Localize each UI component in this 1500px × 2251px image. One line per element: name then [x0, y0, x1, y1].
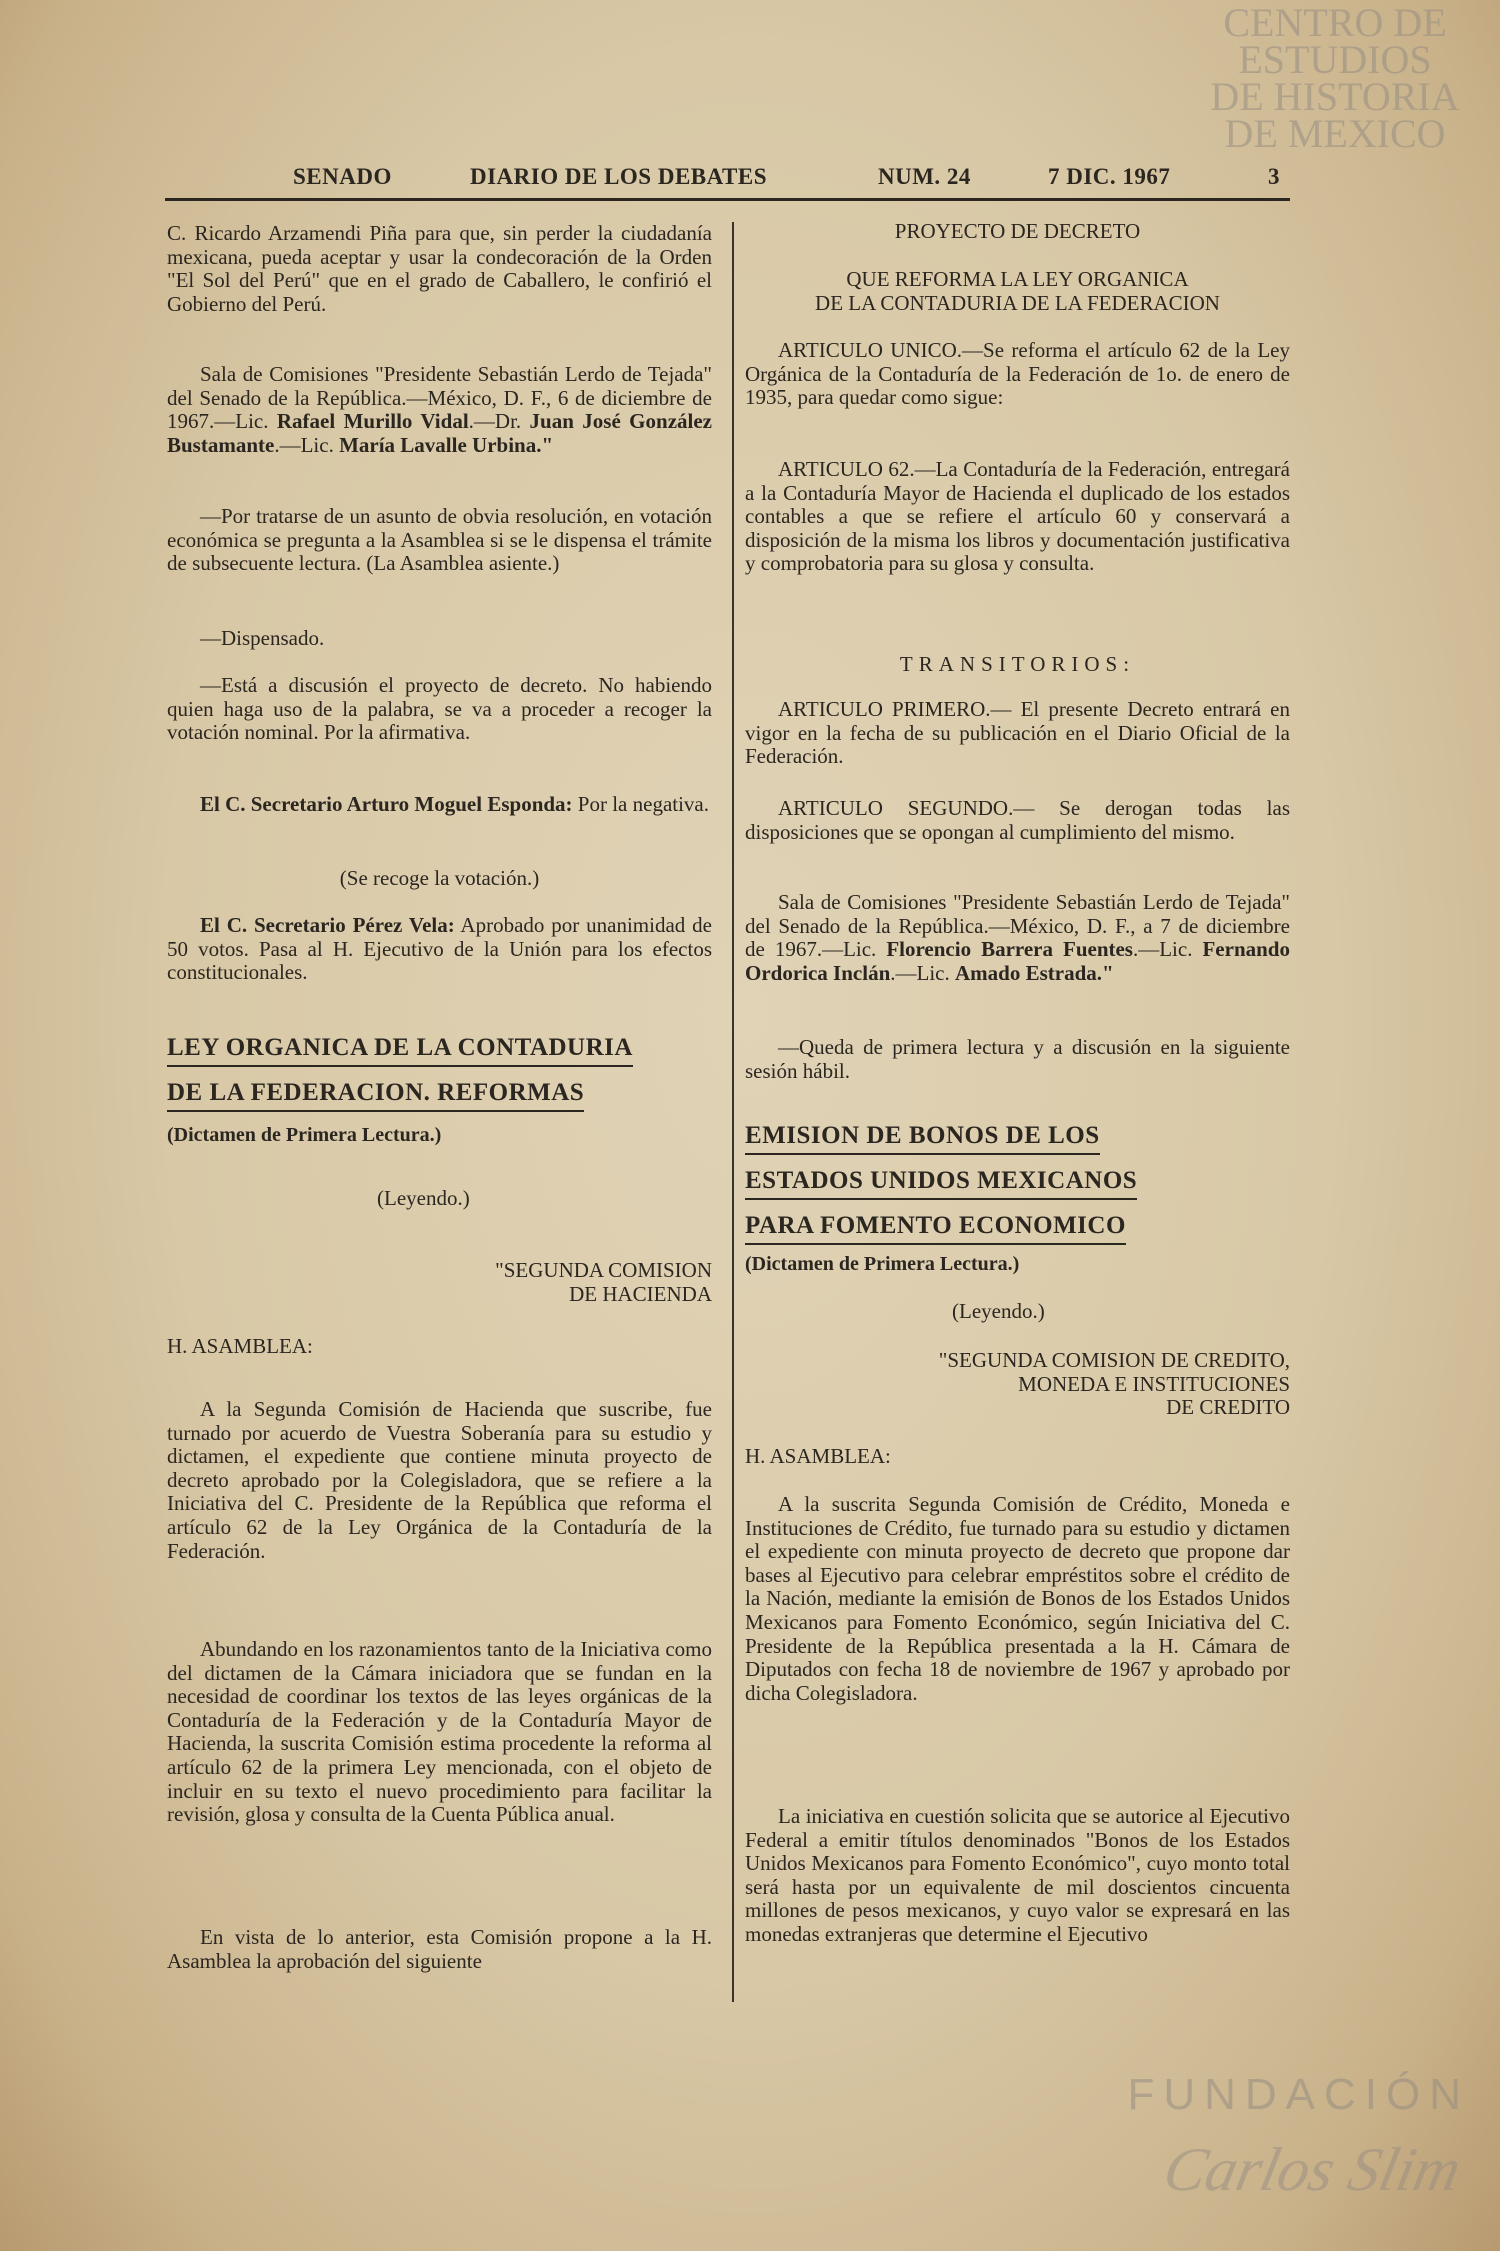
decree-subtitle-line: QUE REFORMA LA LEY ORGANICA: [846, 267, 1189, 291]
watermark-fundacion: FUNDACIÓN: [1127, 2070, 1470, 2119]
watermark-signature: Carlos Slim: [1158, 2136, 1468, 2204]
article-paragraph: ARTICULO 62.—La Contaduría de la Federación, entregará a la Contaduría Mayor de Hacienda el duplicado de los estados contables a que se refiere el artículo 60 y conservará a disposición de la misma los libros y documentación justificativa y comprobatoria para su glosa y consulta.: [745, 457, 1290, 576]
watermark-line: DE HISTORIA: [1210, 74, 1460, 119]
signer-name: Florencio Barrera Fuentes: [886, 937, 1133, 962]
text: Aprobado por unanimidad de 50 votos. Pasa al H. Ejecutivo de la Unión para los efectos constitucionales.: [167, 913, 712, 985]
section-heading: [167, 1034, 712, 1112]
text: Sala de Comisiones "Presidente Sebastián Lerdo de Tejada" del Senado de la República.—México, D. F., 6 de diciembre de 1967.—Lic.: [167, 362, 712, 434]
header-chamber: SENADO: [293, 164, 392, 189]
signer-name: Rafael Murillo Vidal: [276, 409, 469, 434]
section-heading-line: ESTADOS UNIDOS MEXICANOS: [745, 1167, 1137, 1200]
commission-line: DE CREDITO: [1166, 1395, 1290, 1420]
text: .—Lic.: [1132, 937, 1203, 962]
speaker-name: El C. Secretario Pérez Vela:: [200, 913, 455, 937]
section-heading-line: EMISION DE BONOS DE LOS: [745, 1122, 1100, 1155]
text: .—Lic.: [890, 960, 955, 985]
dictamen-label: (Dictamen de Primera Lectura.): [745, 1253, 1020, 1275]
paragraph: —Está a discusión el proyecto de decreto. No habiendo quien haga uso de la palabra, se va a proceder a recoger la votación nominal. Por la afirmativa.: [167, 673, 712, 745]
article-paragraph: ARTICULO SEGUNDO.— Se derogan todas las disposiciones que se opongan al cumplimiento del mismo.: [745, 796, 1290, 844]
speaker-paragraph: [167, 914, 712, 985]
header-publication: DIARIO DE LOS DEBATES: [470, 164, 768, 189]
paragraph: C. Ricardo Arzamendi Piña para que, sin perder la ciudadanía mexicana, pueda aceptar y usar la condecoración de la Orden "El Sol del Perú" que en el grado de Caballero, le confirió el Gobierno del Perú.: [167, 221, 712, 316]
salutation: H. ASAMBLEA:: [167, 1334, 313, 1358]
decree-subtitle: [745, 268, 1290, 315]
header-number: NUM. 24: [878, 164, 971, 189]
decree-subtitle-line: DE LA CONTADURIA DE LA FEDERACION: [815, 290, 1220, 315]
reading-note: (Leyendo.): [377, 1186, 470, 1210]
paragraph: La iniciativa en cuestión solicita que se autorice al Ejecutivo Federal a emitir títulos denominados "Bonos de los Estados Unidos Mexicanos para Fomento Económico", cuyo monto total será hasta por un equivalente de mil doscientos cincuenta millones de pesos mexicanos, y cuyo valor se expresará en las monedas extranjeras que determine el Ejecutivo: [745, 1804, 1290, 1946]
header-date: 7 DIC. 1967: [1048, 164, 1171, 189]
text: .—Dr.: [468, 409, 530, 434]
section-heading-line: DE LA FEDERACION. REFORMAS: [167, 1079, 584, 1112]
commission-line: "SEGUNDA COMISION: [495, 1258, 712, 1282]
header-rule: [165, 198, 1290, 201]
text: Por la negativa.: [572, 792, 710, 816]
paragraph: A la suscrita Segunda Comisión de Crédito, Moneda e Instituciones de Crédito, fue turnado para su estudio y dictamen el expediente con minuta proyecto de decreto que propone dar bases al Ejecutivo para celebrar empréstitos sobre el crédito de la Nación, mediante la emisión de Bonos de los Estados Unidos Mexicanos para Fomento Económico, según Iniciativa del C. Presidente de la República presentada a la H. Cámara de Diputados con fecha 18 de noviembre de 1967 y aprobado por dicha Colegisladora.: [745, 1492, 1290, 1705]
signer-name: María Lavalle Urbina.": [339, 432, 554, 457]
reading-note: (Leyendo.): [952, 1299, 1045, 1323]
paragraph: Abundando en los razonamientos tanto de la Iniciativa como del dictamen de la Cámara iniciadora que se fundan en la necesidad de coordinar los textos de las leyes orgánicas de la Contaduría de la Federación y de la Contaduría Mayor de Hacienda, la suscrita Comisión estima procedente la reforma al artículo 62 de la primera Ley mencionada, con el objeto de incluir en su texto el nuevo procedimiento para facilitar la revisión, glosa y consulta de la Cuenta Pública anual.: [167, 1637, 712, 1827]
paragraph: —Queda de primera lectura y a discusión en la siguiente sesión hábil.: [745, 1035, 1290, 1083]
article-paragraph: ARTICULO UNICO.—Se reforma el artículo 62 de la Ley Orgánica de la Contaduría de la Federación de 1o. de enero de 1935, para quedar como sigue:: [745, 338, 1290, 410]
header-page-number: 3: [1268, 164, 1280, 189]
salutation: H. ASAMBLEA:: [745, 1444, 891, 1468]
column-divider: [732, 222, 734, 2002]
commission-line: MONEDA E INSTITUCIONES: [1018, 1371, 1290, 1396]
signer-name: Juan José González Bustamante: [167, 409, 712, 457]
speaker-name: El C. Secretario Arturo Moguel Esponda:: [200, 792, 573, 816]
text: Sala de Comisiones "Presidente Sebastián Lerdo de Tejada" del Senado de la República.—México, D. F., a 7 de diciembre de 1967.—Lic.: [745, 890, 1290, 962]
commission-line: "SEGUNDA COMISION DE CREDITO,: [938, 1348, 1290, 1372]
transitorios-heading: TRANSITORIOS:: [899, 652, 1136, 676]
speaker-paragraph: [167, 793, 712, 817]
section-heading-line: LEY ORGANICA DE LA CONTADURIA: [167, 1034, 633, 1067]
paragraph: A la Segunda Comisión de Hacienda que suscribe, fue turnado por acuerdo de Vuestra Soberanía para su estudio y dictamen, el expediente que contiene minuta proyecto de decreto aprobado por la Colegisladora, que se refiere a la Iniciativa del C. Presidente de la República que reforma el artículo 62 de la Ley Orgánica de la Contaduría de la Federación.: [167, 1397, 712, 1563]
dictamen-label: (Dictamen de Primera Lectura.): [167, 1124, 442, 1146]
decree-title: PROYECTO DE DECRETO: [894, 219, 1141, 243]
signature-paragraph: [167, 363, 712, 457]
section-heading: [745, 1122, 1290, 1245]
paragraph: —Por tratarse de un asunto de obvia resolución, en votación económica se pregunta a la Asamblea si se le dispensa el trámite de subsecuente lectura. (La Asamblea asiente.): [167, 504, 712, 576]
paragraph: En vista de lo anterior, esta Comisión propone a la H. Asamblea la aprobación del siguiente: [167, 1925, 712, 1973]
text: .—Lic.: [274, 432, 340, 457]
paragraph: —Dispensado.: [200, 626, 325, 650]
signer-name: Fernando Ordorica Inclán: [745, 937, 1290, 985]
watermark-line: DE MEXICO: [1224, 111, 1446, 156]
commission-name: [167, 1259, 712, 1306]
signature-paragraph: [745, 891, 1290, 985]
watermark-line: CENTRO DE: [1223, 0, 1447, 45]
watermark-centro-estudios: [1190, 0, 1480, 156]
paragraph: (Se recoge la votación.): [339, 866, 540, 890]
commission-name: [745, 1349, 1290, 1420]
watermark-line: ESTUDIOS: [1238, 37, 1432, 82]
article-paragraph: ARTICULO PRIMERO.— El presente Decreto entrará en vigor en la fecha de su publicación en el Diario Oficial de la Federación.: [745, 697, 1290, 769]
section-heading-line: PARA FOMENTO ECONOMICO: [745, 1212, 1126, 1245]
signer-name: Amado Estrada.": [954, 960, 1114, 985]
commission-line: DE HACIENDA: [569, 1281, 712, 1306]
